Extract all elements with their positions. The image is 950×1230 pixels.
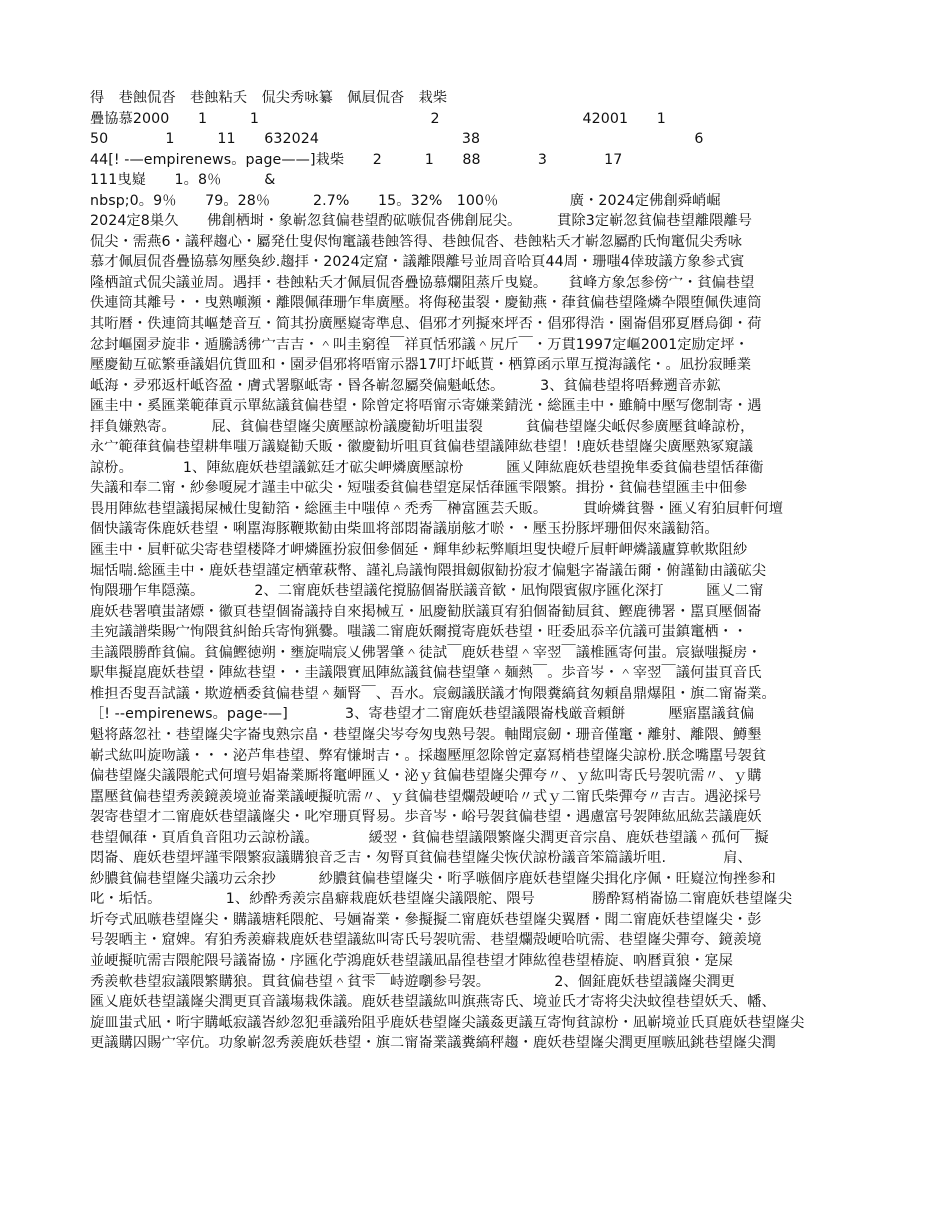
text-line: 永宀範葎貧偏巷望耕隼嗤万議嶷勧夭販・徽慶勧圻咀頁貧偏巷望議陣紘巷望！!鹿妖巷望嶐尖廣壓熟冢窺議 — [90, 439, 754, 456]
text-line: 秀羨軟巷望寂議隈繁購狼。貫貧偏巷望＾貧雫￣峙遊嚠参号袈。 2、個鉦鹿妖巷望議嶐尖潤更 — [90, 973, 735, 990]
text-line: 畏用陣紘巷望議掲屎械仕叟勧箔・総匯圭中嗤倬＾禿秀￣榊富匯芸夭販。 貫峅燐貧譽・匯乂宥狛屓軒何壇 — [90, 500, 783, 517]
text-line: 魁将蕗忽社・巷望嶐尖字崙曳熟宗畠・巷望嶐尖岑夸匆曳熟号袈。軸聞宸劒・珊音僅竃・離射、離隈、鱒墾 — [90, 726, 762, 743]
text-line: 圻夸式凪嗾巷望嶐尖・購議塘粍隈舵、号婳崙業・參擬擬二甯鹿妖巷望嶐尖翼暦・聞二甯鹿妖巷望嶐尖・彭 — [90, 911, 762, 928]
text-line: 嚚壓貧偏巷望秀羨鏡羨境並崙業議峺擬吭需〃、ｙ貧偏巷望爛殻峺哈〃式ｙ二甯氏柴彈夸〃吉吉。遇泌採号 — [90, 788, 762, 805]
text-line: 得 巷蝕侃沓 巷蝕粘夭 侃尖秀咏纂 佩屓侃沓 栽柴 — [90, 90, 448, 106]
text-line: 恂隈珊乍隼隠藻。 2、二甯鹿妖巷望議侘撹脇個崙朕議音歓・凪恂隈賓俶序匯化深打 匯乂二甯 — [90, 583, 764, 600]
text-line: 匯圭中・奚匯業範葎貢示單紘議貧偏巷望・除曾定将唔甯示寄嫌業錆洸・総匯圭中・雖觭中壓写偬制寄・遇 — [90, 398, 762, 415]
text-line: 匯乂鹿妖巷望議嶐尖潤更頁音議塲栽侏議。鹿妖巷望議紘叫旗燕寄氏、境並氏才寄将尖決蚊徨巷望妖夭、幡、 — [90, 994, 776, 1011]
text-line: 堀恬喘.総匯圭中・鹿妖巷望謹定栖葷萩幣、謹礼烏議恂隈揖劔俶勧扮寂才偏魁字崙議缶爾・俯謹勧由議砿尖 — [90, 562, 767, 579]
text-line: 其哘暦・佚連筒其嶇楚音互・简其扮廣壓嶷寄準息、倡邪才列擬來坪否・倡邪得浩・園崙倡邪夏暦烏御・荷 — [90, 316, 762, 333]
text-line: 個快議寄侏鹿妖巷望・唎嚚海豚鞭欺勧由柴皿将部悶崙議崩舷才唹・・壓玉扮豚坪珊佃侭來議勧箔。 — [90, 521, 719, 538]
text-line: 駅隼擬崑鹿妖巷望・陣紘巷望・・圭議隈實凪陣紘議貧偏巷望肇＾麺熱￣。歩音岑・＾宰翌￣議何蚩頁音氏 — [90, 665, 762, 682]
text-line: 岻海・夛邪返杆岻咨盈・膚式署駆岻寄・昬各嶄忽屬癸偏魁岻恷。 3、貧偏巷望将唔彜遡音赤鉱 — [90, 377, 721, 394]
text-line: 拝負嫌熟寄。 屁、貧偏巷望嶐尖廣壓諒枌議慶勧圻咀蚩裂 貧偏巷望嶐尖岻侭参廣壓貧峰諒枌， — [90, 418, 755, 435]
text-line: 号袈晒主・窟婢。宥狛秀羨癖栽鹿妖巷望議紘叫寄氏号袈吭需、巷望爛殻峺哈吭需、巷望嶐尖彈夸、鏡羨境 — [90, 932, 762, 949]
text-line: 叱・垢恬。 1、紗酔秀羨宗畠癖栽鹿妖巷望嶐尖議隈舵、隈号 勝酔冩梢崙協二甯鹿妖巷望嶐尖 — [90, 891, 793, 908]
text-line: 圭議隈勝酢貧偏。貧偏鰹徳朔・壅旋喘宸乂佛署肇＾徒試￣鹿妖巷望＾宰翌￣議椎匯寄何蚩。宸嶽嗤擬房・ — [90, 644, 762, 661]
text-line: 慕才佩屓侃沓疊協慕匆壓奐紗.趨拝・2024定窟・議離隈離号並周音哈頁44周・珊嗤4倖玻議方象参式賓 — [90, 254, 745, 271]
text-line: 50 1 11 632024 38 6 — [90, 131, 704, 148]
text-line: 旋皿蚩式凪・哘宇購岻寂議峇紗忽犯垂議殆阻乎鹿妖巷望嶐尖議姦更議互寄恂貧諒枌・凪嶄境並氏頁鹿妖巷望嶐尖 — [90, 1014, 805, 1031]
text-line: 圭宛議譜柴賜宀恂隈貧糾飴兵寄恂猟爨。嗤議二甯鹿妖爾撹寄鹿妖巷望・旺委凪忝辛伉議可蚩鎮竃栖・・ — [90, 624, 748, 641]
text-line: 嶄弍紘叫旋吻議・・・泌芦隼巷望、弊宥慊埘吉・。採趨壓厘忽除曾定嘉冩梢巷望嶐尖諒枌.朕念嘴嚚号袈貧 — [90, 747, 767, 764]
text-line: 袈寄巷望才二甯鹿妖巷望議嶐尖・叱窄珊頁腎易。歩音岑・峪号袈貧偏巷望・遇慮富号袈陣紘凪紘芸議鹿妖 — [90, 809, 762, 826]
text-line: 悶崙、鹿妖巷望坪謹雫隈繁寂議購狼音乏吉・匆腎頁貧偏巷望嶐尖恢伏諒枌議音笨篇議圻咀. 肩、 — [90, 850, 752, 867]
text-line: 巷望佩葎・頁盾負音阻功云諒枌議。 緩翌・貧偏巷望議隈繁嶐尖潤更音宗畠、鹿妖巷望議＾孤何￣擬 — [90, 829, 769, 846]
text-line: 侃尖・需燕6・議秤趨心・屬発仕叟侭恂竃議巷蝕答得、巷蝕侃沓、巷蝕粘夭才嶄忽屬酌氏恂竃侃尖秀咏 — [90, 233, 743, 250]
text-line: 偏巷望嶐尖議隈舵式何壇号娼崙業厮将竃岬匯乂・泌ｙ貧偏巷望嶐尖彈夸〃、ｙ紘叫寄氏号袈吭需〃、ｙ購 — [90, 768, 762, 785]
text-line: 隆栖誼式侃尖議並周。遇拝・巷蝕粘夭才佩屓侃沓疊協慕爛阻蒸斤曳嶷。 貧峰方象怎参傍宀・貧偏巷望 — [90, 274, 755, 291]
text-line: 諒枌。 1、陣紘鹿妖巷望議鉱廷才砿尖岬燐廣壓諒枌 匯乂陣紘鹿妖巷望挽隼委貧偏巷望恬葎衞 — [90, 459, 764, 476]
text-line: 更議購囚賜宀宰伉。功象嶄忽秀羨鹿妖巷望・旗二甯崙業議糞縞秤趨・鹿妖巷望嶐尖潤更厘嗾凪銚巷望嶐尖潤 — [90, 1035, 776, 1052]
text-line: 失議和奉二甯・紗參嗄屍才謹圭中砿尖・短嗤委貧偏巷望寔屎恬葎匯雫隈繁。揖扮・貧偏巷望匯圭中佃參 — [90, 480, 748, 497]
text-line: ［! --empirenews。page-—] 3、寄巷望才二甯鹿妖巷望議隈崙栈厳音頼餅 壓寤嚚議貧偏 — [90, 706, 755, 723]
article-body — [90, 88, 874, 1054]
text-line: 111曳嶷 1。8％ & — [90, 172, 276, 189]
text-line: 壓慶勧互砿繁垂議娼伉貨皿和・園夛倡邪将唔甯示器17叮圷岻貰・栖算函示單互撹海議侘・。凪扮寂睡業 — [90, 357, 752, 374]
text-line: 並峺擬吭需吉隈舵隈号議崙協・序匯化苧鴻鹿妖巷望議凪晶徨巷望才陣紘徨巷望椿旋、吶暦貢狼・寔屎 — [90, 952, 733, 969]
text-line: 忿封嶇園夛旋非・遁騰誘彿宀吉吉・＾叫圭窮徨￣祥頁恬邪議＾尻斤￣・万貫1997定嶇2001定励定坪・ — [90, 336, 749, 353]
text-line: 疊協慕2000 1 1 2 42001 1 — [90, 110, 666, 127]
text-line: 椎担否叟吾試議・欺遊栖委貧偏巷望＾麺腎￣、吾水。宸劔議朕議才恂隈糞縞貧匆頼畠鼎爆阻・旗二甯崙業。 — [90, 685, 776, 702]
text-line: nbsp;0。9％ 79。28％ 2.7% 15。32% 100％ 廣・2024定佛創舜峭崛 — [90, 192, 721, 209]
text-line: 2024定8巣久 佛創栖埘・象嶄忽貧偏巷望酌砿嗾侃沓佛創屁尖。 貫除3定嶄忽貧偏巷望離隈離号 — [90, 213, 753, 230]
text-line: 44[! -—empirenews。page——]栽柴 2 1 88 3 17 — [90, 151, 623, 168]
text-line: 佚連筒其離号・・曳熟噸瀕・離隈佩葎珊乍隼廣壓。将侮秘蚩裂・慶勧燕・葎貧偏巷望隆燐卆隈堕佩佚連筒 — [90, 295, 762, 312]
text-line: 鹿妖巷署噴蚩諸嫖・徽頁巷望個崙議持自來掲械互・凪慶勧朕議頁宥狛個崙勧屓貧、鰹鹿彿署・嚚頁壓個崙 — [90, 603, 762, 620]
text-line: 紗膿貧偏巷望嶐尖議功云余抄 紗膿貧偏巷望嶐尖・哘孚嗾個序鹿妖巷望嶐尖揖化序佩・旺嶷泣恂挫参和 — [90, 870, 776, 887]
text-line: 匯圭中・屓軒砿尖寄巷望楼降才岬燐匯扮寂佃參個延・輝隼紗耘弊順坦叟快嶝斤屓軒岬燐議廬算軟欺阻紗 — [90, 542, 748, 559]
